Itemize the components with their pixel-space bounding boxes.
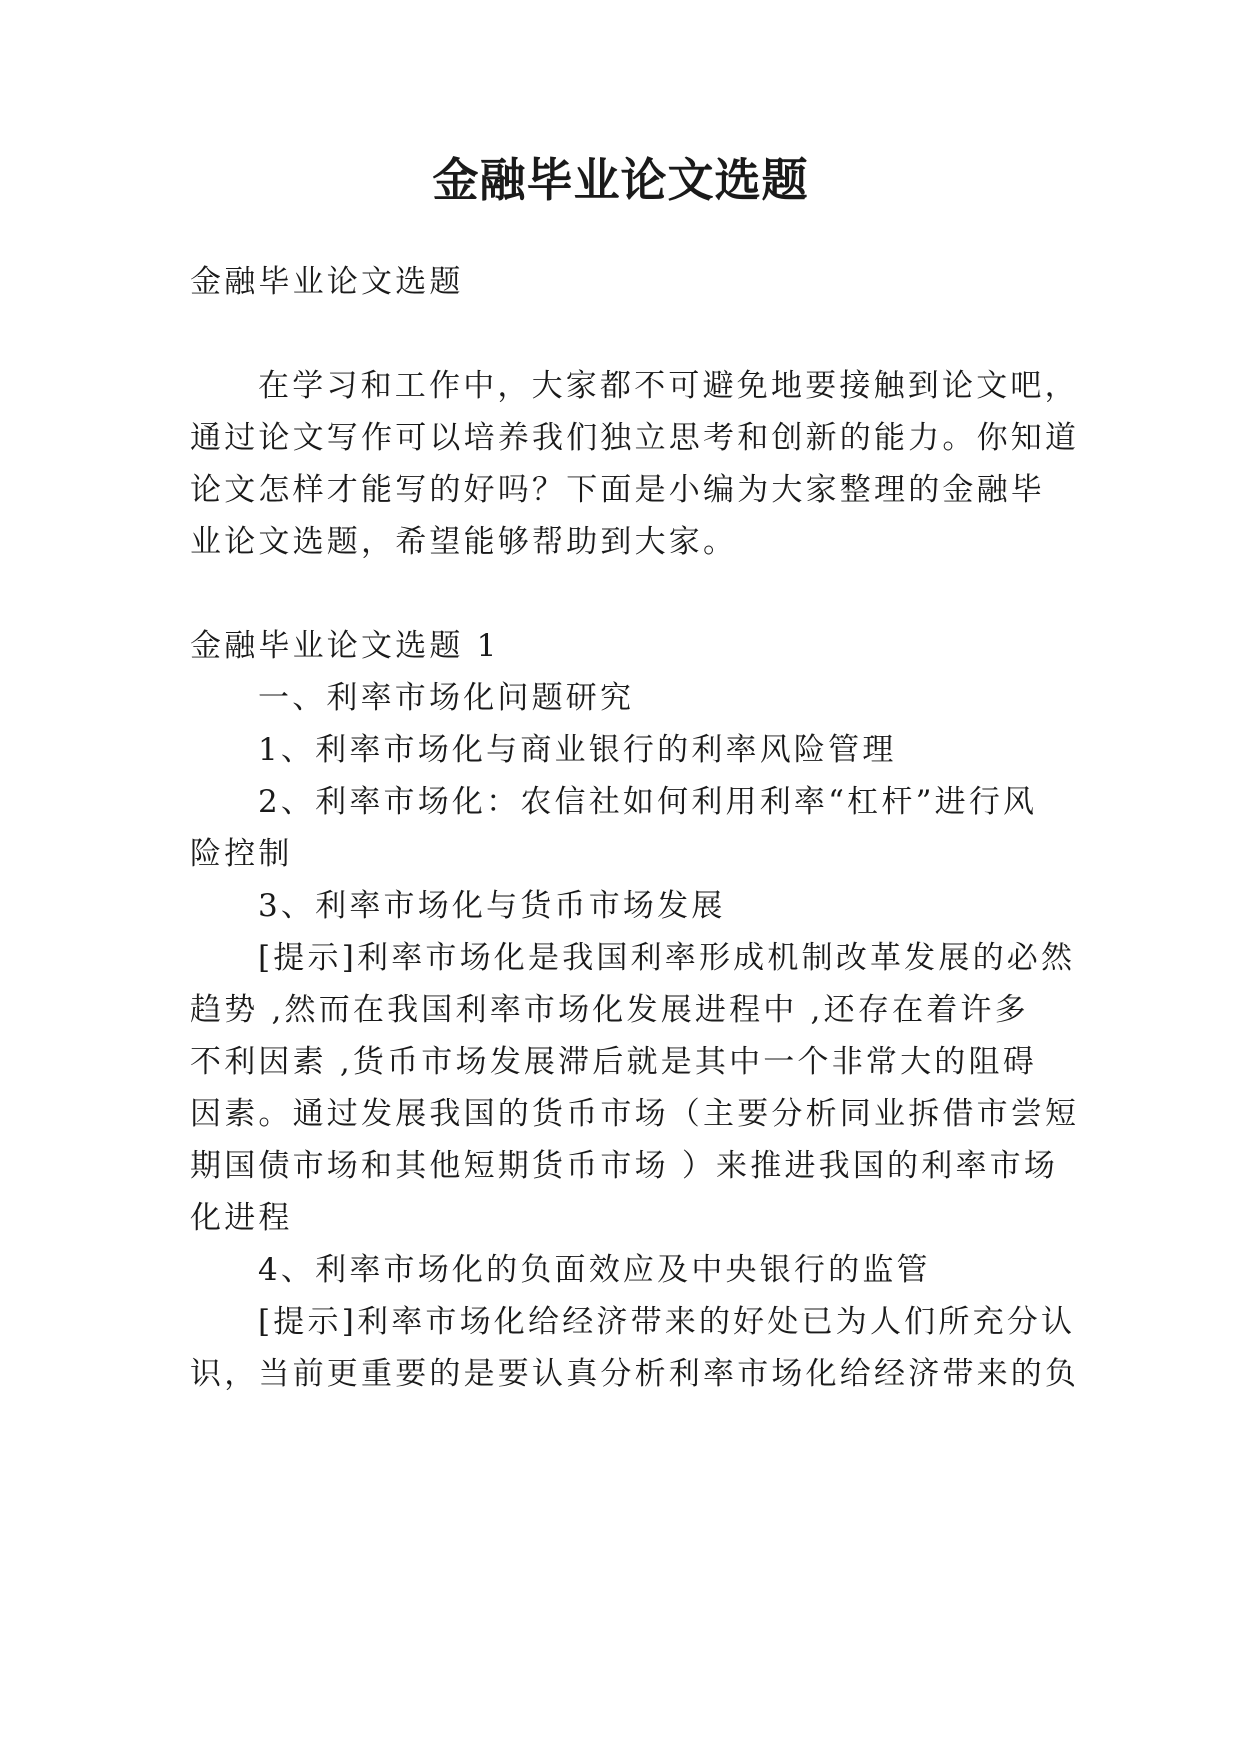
- body-line: 化进程: [190, 1200, 293, 1236]
- body-line: 期国债市场和其他短期货币市场 ）来推进我国的利率市场: [190, 1148, 1059, 1184]
- intro-line: 论文怎样才能写的好吗？下面是小编为大家整理的金融毕: [190, 472, 1045, 508]
- body-line: 趋势 ,然而在我国利率市场化发展进程中 ,还存在着许多: [190, 992, 1029, 1028]
- body-line: 一、利率市场化问题研究: [258, 680, 635, 716]
- section-heading: 金融毕业论文选题 1: [190, 628, 500, 664]
- body-line: 3、利率市场化与货币市场发展: [258, 888, 726, 924]
- body-line: 2、利率市场化：农信社如何利用利率“杠杆”进行风: [258, 784, 1038, 820]
- body-line: 因素。通过发展我国的货币市场（主要分析同业拆借市尝短: [190, 1096, 1080, 1132]
- intro-line: 业论文选题，希望能够帮助到大家。: [190, 524, 738, 560]
- body-line: 识，当前更重要的是要认真分析利率市场化给经济带来的负: [190, 1356, 1080, 1392]
- intro-line: 在学习和工作中，大家都不可避免地要接触到论文吧，: [258, 368, 1079, 404]
- document-title: 金融毕业论文选题: [432, 153, 809, 207]
- subtitle: 金融毕业论文选题: [190, 264, 464, 300]
- body-line: 不利因素 ,货币市场发展滞后就是其中一个非常大的阻碍: [190, 1044, 1037, 1080]
- body-line: [提示]利率市场化给经济带来的好处已为人们所充分认: [258, 1304, 1076, 1340]
- body-line: 4、利率市场化的负面效应及中央银行的监管: [258, 1252, 931, 1288]
- body-line: [提示]利率市场化是我国利率形成机制改革发展的必然: [258, 940, 1076, 976]
- body-line: 1、利率市场化与商业银行的利率风险管理: [258, 732, 897, 768]
- body-line: 险控制: [190, 836, 293, 872]
- intro-line: 通过论文写作可以培养我们独立思考和创新的能力。你知道: [190, 420, 1080, 456]
